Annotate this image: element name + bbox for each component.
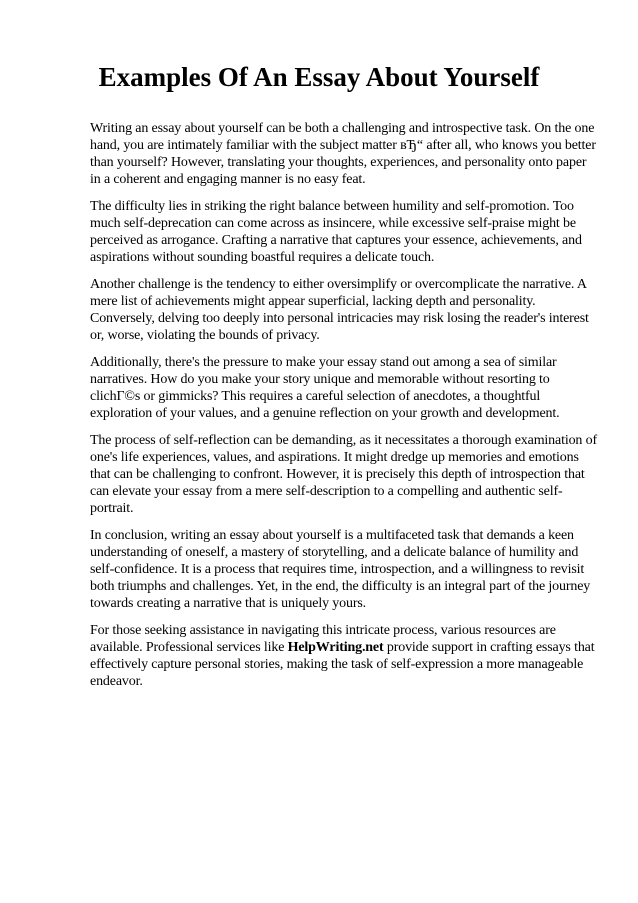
paragraph-7-lead-text: For those seeking assistance in navigating this intricate process, various resources are available. Professional services like [90,623,556,655]
essay-body [90,120,600,700]
paragraph-5: The process of self-reflection can be demanding, as it necessitates a thorough examination of one's life experiences, values, and aspirations. It might dredge up memories and emotions that can be challenging to confront. However, it is precisely this depth of introspection that can elevate your essay from a mere self-description to a compelling and authentic self-portrait. [90,433,597,516]
paragraph-6: In conclusion, writing an essay about yourself is a multifaceted task that demands a keen understanding of oneself, a mastery of storytelling, and a delicate balance of humility and self-confidence. It is a process that requires time, introspection, and a willingness to revisit both triumphs and challenges. Yet, in the end, the difficulty is an integral part of the journey towards creating a narrative that is uniquely yours. [90,528,591,611]
paragraph-3: Another challenge is the tendency to either oversimplify or overcomplicate the narrative. A mere list of achievements might appear superficial, lacking depth and personality. Conversely, delving too deeply into personal intricacies may risk losing the reader's interest or, worse, violating the bounds of privacy. [90,277,589,343]
brand-name: HelpWriting.net [287,640,384,655]
paragraph-7-tail-text: provide support in crafting essays that effectively capture personal stories, making the task of self-expression a more manageable endeavor. [90,640,595,689]
page-title: Examples Of An Essay About Yourself [98,62,540,92]
paragraph-4: Additionally, there's the pressure to make your essay stand out among a sea of similar narratives. How do you make your story unique and memorable without resorting to clichГ©s or gimmicks? This requires a careful selection of anecdotes, a thoughtful exploration of your values, and a genuine reflection on your growth and development. [90,355,560,421]
paragraph-7 [90,622,600,690]
paragraph-1: Writing an essay about yourself can be both a challenging and introspective task. On the one hand, you are intimately familiar with the subject matter вЂ“ after all, who knows you better than yourself? However, translating your thoughts, experiences, and personality onto paper in a coherent and engaging manner is no easy feat. [90,121,596,187]
paragraph-2: The difficulty lies in striking the right balance between humility and self-promotion. Too much self-deprecation can come across as insincere, while excessive self-praise might be perceived as arrogance. Crafting a narrative that captures your essence, achievements, and aspirations without sounding boastful requires a delicate touch. [90,199,582,265]
